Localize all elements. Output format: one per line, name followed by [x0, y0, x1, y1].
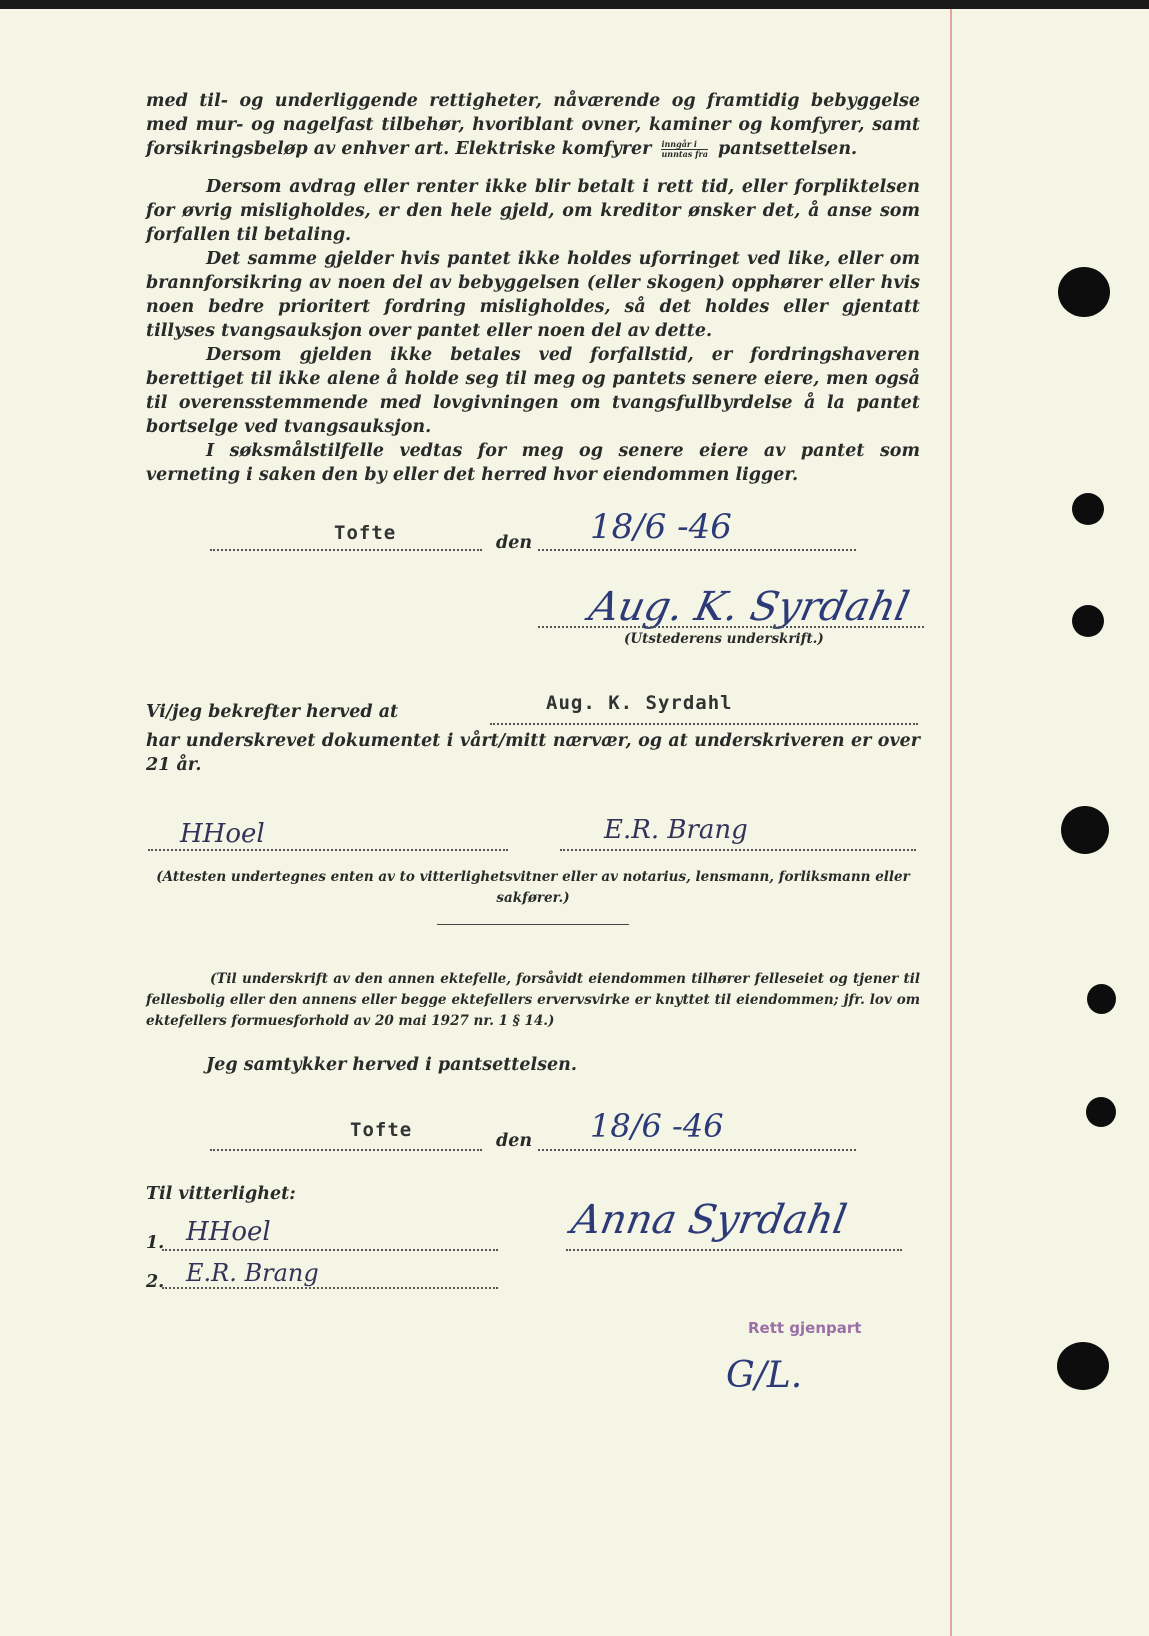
punch-hole: [1061, 806, 1109, 854]
confirm-rest: har underskrevet dokumentet i vårt/mitt nærvær, og at underskriveren er over 21 år.: [146, 731, 920, 775]
paragraph-text: med til- og underliggende rettigheter, nåværende og framtidig bebyggelse med mur- og nagelfast tilbehør, hvoriblant ovner, kaminer og komfyrer, samt forsikringsbeløp av enhver art. Elektriske komfyrer: [146, 91, 920, 159]
signature-dotted-line: [538, 626, 924, 628]
punch-hole: [1087, 984, 1116, 1014]
punch-hole: [1086, 1097, 1116, 1127]
witness-dotted-line-b: [560, 849, 916, 851]
date-handwritten-1: 18/6 -46: [590, 507, 732, 547]
den-label-2: den: [496, 1131, 533, 1151]
clerk-initials: G/L.: [726, 1355, 803, 1396]
witness-2-dotted-line: [162, 1287, 498, 1289]
witness-signature-b: E.R. Brang: [604, 815, 748, 845]
place-field-2: Tofte: [350, 1119, 413, 1141]
paragraph-default: Dersom avdrag eller renter ikke blir betalt i rett tid, eller forpliktelsen for øvrig misligholdes, er den hele gjeld, om kreditor ønsker det, å anse som forfallen til betaling.: [146, 177, 920, 245]
punch-hole: [1072, 493, 1104, 525]
punch-hole: [1058, 267, 1110, 317]
confirm-name: Aug. K. Syrdahl: [546, 692, 733, 714]
punch-hole: [1072, 605, 1104, 637]
place-dotted-line-1: [210, 549, 482, 551]
margin-line: [950, 9, 952, 1636]
date-dotted-line-1: [538, 549, 856, 551]
witness-dotted-line-a: [148, 849, 508, 851]
date-handwritten-2: 18/6 -46: [590, 1107, 724, 1145]
witness-number-2: 2.: [146, 1272, 165, 1292]
witness-number-1: 1.: [146, 1233, 165, 1253]
spouse-signature: Anna Syrdahl: [567, 1197, 851, 1243]
signature-caption: (Utstederens underskrift.): [624, 631, 824, 647]
punch-hole: [1057, 1342, 1109, 1390]
place-field-1: Tofte: [334, 522, 397, 544]
witness-2-signature: E.R. Brang: [186, 1259, 319, 1287]
consent-statement: Jeg samtykker herved i pantsettelsen.: [206, 1055, 577, 1075]
witness-signature-a: HHoel: [180, 819, 265, 849]
witness-heading: Til vitterlighet:: [146, 1184, 296, 1204]
paragraph-text-end: pantsettelsen.: [718, 139, 858, 159]
paragraph-property: [146, 89, 920, 161]
confirm-prefix: Vi/jeg bekrefter herved at: [146, 702, 399, 722]
confirm-dotted-line: [490, 723, 918, 725]
witness-1-signature: HHoel: [186, 1217, 271, 1247]
issuer-signature: Aug. K. Syrdahl: [585, 584, 914, 630]
copy-stamp: Rett gjenpart: [748, 1319, 862, 1337]
den-label-1: den: [496, 533, 533, 553]
fraction-bottom: unntas fra: [661, 149, 708, 159]
spouse-note: (Til underskrift av den annen ektefelle, forsåvidt eiendommen tilhører felleseiet og tjener til fellesbolig eller den annens eller begge ektefellers ervervsvirke er knyttet til eiendommen; jfr. lov om ektefellers formuesforhold av 20 mai 1927 nr. 1 § 14.): [146, 971, 920, 1029]
date-dotted-line-2: [538, 1149, 856, 1151]
spouse-dotted-line: [566, 1249, 902, 1251]
paragraph-venue: I søksmålstilfelle vedtas for meg og senere eiere av pantet som verneting i saken den by eller det herred hvor eiendommen ligger.: [146, 441, 920, 485]
fraction-choice: [661, 140, 707, 159]
paragraph-insurance: Det samme gjelder hvis pantet ikke holdes uforringet ved like, eller om brannforsikring av noen del av bebyggelsen (eller skogen) opphører eller hvis noen bedre prioritert fordring misligholdes, så det holdes eller gjentatt tillyses tvangsauksjon over pantet eller noen del av dette.: [146, 249, 920, 341]
paragraph-enforcement: Dersom gjelden ikke betales ved forfallstid, er fordringshaveren berettiget til ikke alene å holde seg til meg og pantets senere eiere, men også til overensstemmende med lovgivningen om tvangsfullbyrdelse å la pantet bortselge ved tvangsauksjon.: [146, 345, 920, 437]
place-dotted-line-2: [210, 1149, 482, 1151]
fraction-top: inngår i: [661, 140, 707, 150]
divider: [437, 924, 629, 925]
witness-1-dotted-line: [162, 1249, 498, 1251]
attest-note: (Attesten undertegnes enten av to vitterlighetsvitner eller av notarius, lensmann, forliksmann eller sakfører.): [156, 869, 910, 906]
